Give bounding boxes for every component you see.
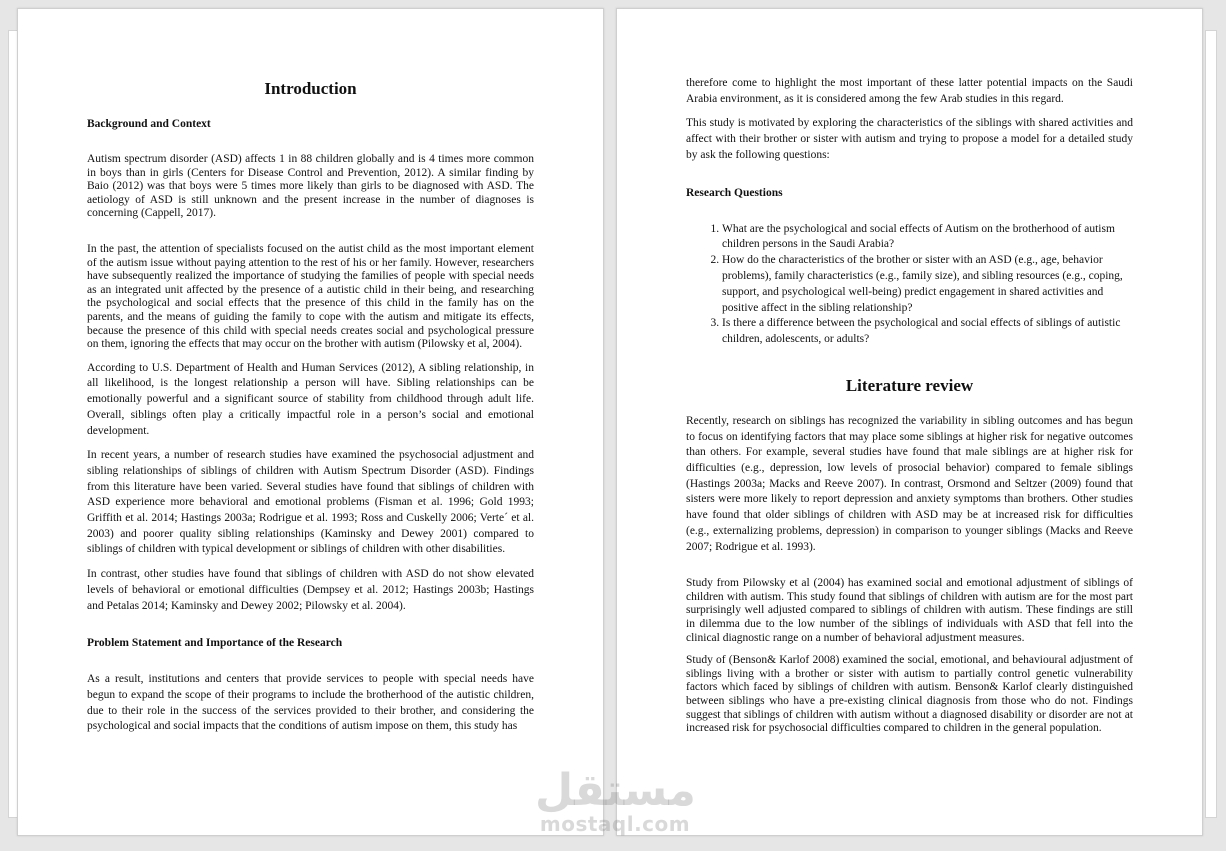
paragraph-background-3: According to U.S. Department of Health and Human Services (2012), A sibling relationship, in all likelihood, is the longest relationship a person will have. Sibling relationships can be emotionally powerful and a significant source of stability from childhood through adult life. Overall, siblings often play a critically impactful role in a person’s social and emotional development.: [87, 361, 534, 437]
heading-problem-statement: Problem Statement and Importance of the Research: [87, 637, 343, 650]
paragraph-background-4: In recent years, a number of research studies have examined the psychosocial adjustment and sibling relationships of siblings of children with Autism Spectrum Disorder (ASD). Findings from this literature have been varied. Several studies have found that siblings of children with ASD experience more behavioral and emotional problems (Fisman et al. 1996; Gold 1993; Griffith et al. 2014; Hastings 2003a; Rodrigue et al. 1993; Ross and Cuskelly 2006; Verte´ et al. 2003) and poorer quality sibling relationships (Kaminsky and Dewey 2001) compared to siblings of children with typical development or siblings of children with other disabilities.: [87, 449, 534, 556]
paragraph-background-5: In contrast, other studies have found that siblings of children with ASD do not show elevated levels of behavioral or emotional difficulties (Dempsey et al. 2012; Hastings 2003b; Hastings and Petalas 2014; Kaminsky and Dewey 2002; Pilowsky et al. 2004).: [87, 568, 534, 612]
paragraph-problem-1: As a result, institutions and centers that provide services to people with special needs have begun to expand the scope of their programs to include the brotherhood of the autistic children, due to their role in the success of the services provided to their brother, and considering the psychological and social impacts that the conditions of autism impose on them, this study has: [87, 673, 534, 733]
heading-background: Background and Context: [87, 118, 211, 130]
research-question-3: 3. Is there a difference between the psychological and social effects of siblings of autistic children, adolescents, or adults?: [722, 316, 1133, 348]
adjacent-page-right: [1205, 30, 1217, 818]
paragraph-continued-2: This study is motivated by exploring the characteristics of the siblings with shared activities and affect with their brother or sister with autism and trying to propose a model for a detailed study by ask the following questions:: [686, 117, 1133, 161]
paragraph-literature-3: Study of (Benson& Karlof 2008) examined the social, emotional, and behavioural adjustment of siblings living with a brother or sister with autism to partially control genetic vulnerability factors which faced by siblings of children with autism. Benson& Karlof clearly distinguished between siblings who have a pre-existing clinical diagnosis from those who do not. Findings suggest that siblings of children with autism without a diagnosed disability or disorder are not at increased risk for psychosocial difficulties compared to children in the general population.: [686, 654, 1133, 735]
watermark-arabic: مستقل: [535, 765, 696, 816]
paragraph-background-2: In the past, the attention of specialists focused on the autist child as the most important element of the autism issue without paying attention to the rest of his or her family. However, researchers have subsequently realized the importance of studying the families of people with special needs as an integrated unit affected by the presence of a autistic child in their being, and researching the psychological and social effects that the presence of this child in the family has on the parents, and the means of guiding the family to cope with the autism and mitigate its effects, because the presence of this child with special needs creates social and psychological pressure on them, ignoring the effects that may occur on the brother with autism (Pilowsky et al, 2004).: [87, 242, 534, 351]
research-question-1: 1. What are the psychological and social effects of Autism on the brotherhood of autism children persons in the Saudi Arabia?: [722, 222, 1133, 254]
document-page-2: [616, 8, 1203, 836]
paragraph-continued-1: therefore come to highlight the most important of these latter potential impacts on the Saudi Arabia environment, as it is considered among the few Arab studies in this regard.: [686, 77, 1133, 105]
paragraph-background-1: Autism spectrum disorder (ASD) affects 1 in 88 children globally and is 4 times more common in boys than in girls (Centers for Disease Control and Prevention, 2012). A similar finding by Baio (2012) was that boys were 5 times more likely than girls to be diagnosed with ASD. The aetiology of ASD is still unknown and the present increase in the number of diagnoses is concerning (Cappell, 2017).: [87, 153, 534, 220]
section-title-literature-review: Literature review: [845, 375, 974, 395]
research-question-2: 2. How do the characteristics of the brother or sister with an ASD (e.g., age, behavior problems), family characteristics (e.g., family size), and sibling resources (e.g., coping, support, and psychological well-being) predict engagement in shared activities and positive affect in the sibling relationship?: [722, 253, 1133, 316]
heading-research-questions: Research Questions: [686, 186, 783, 199]
section-title-introduction: Introduction: [264, 79, 357, 98]
research-questions-list: [686, 222, 1133, 348]
watermark-latin: mostaql.com: [539, 812, 691, 836]
watermark-logo: [535, 765, 696, 836]
paragraph-literature-2: Study from Pilowsky et al (2004) has examined social and emotional adjustment of siblings of children with autism. This study found that siblings of children with autism are for the most part surprisingly well adjusted compared to siblings of children with autism. These findings are still in dilemma due to the low number of the siblings of individuals with ASD that fell into the clinical diagnostic range on a number of behavioral adjustment measures.: [686, 577, 1133, 644]
paragraph-literature-1: Recently, research on siblings has recognized the variability in sibling outcomes and has begun to focus on identifying factors that may place some siblings at higher risk for negative outcomes than others. For example, several studies have found that male siblings are at higher risk for difficulties (e.g., depression, low levels of prosocial behavior) compared to female siblings (Hastings 2003a; Macks and Reeve 2007). In contrast, Orsmond and Seltzer (2009) found that sisters were more likely to report depression and anxiety symptoms than brothers. Other studies have found that older siblings of children with ASD may be at increased risk for difficulties (e.g., externalizing problems, depression) in comparison to younger siblings (Macks and Reeve 2007; Rodrigue et al. 1993).: [686, 414, 1133, 553]
document-page-1: [17, 8, 604, 836]
